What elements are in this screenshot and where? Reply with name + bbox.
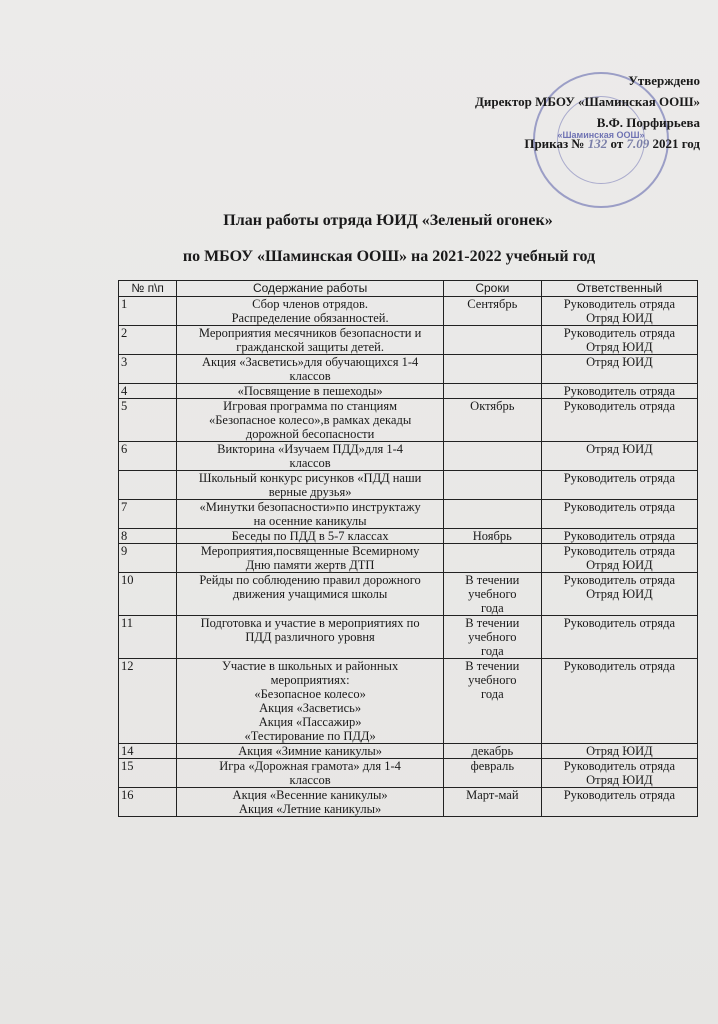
row-responsible [541, 544, 697, 573]
order-prefix: Приказ № [524, 136, 585, 151]
row-content-line: Подготовка и участие в мероприятиях по [200, 616, 420, 630]
row-term [443, 297, 541, 326]
row-content [177, 500, 444, 529]
row-responsible [541, 399, 697, 442]
header-content: Содержание работы [177, 281, 444, 297]
row-term-line: учебного [468, 673, 517, 687]
row-responsible [541, 500, 697, 529]
table-row [119, 297, 698, 326]
table-row [119, 573, 698, 616]
row-responsible [541, 326, 697, 355]
row-responsible [541, 573, 697, 616]
row-term [443, 355, 541, 384]
row-content [177, 788, 444, 817]
row-content [177, 355, 444, 384]
row-number: 8 [119, 529, 177, 544]
row-content-line: Игра «Дорожная грамота» для 1-4 [219, 759, 401, 773]
row-content-line: «Посвящение в пешеходы» [237, 384, 383, 398]
row-number [119, 471, 177, 500]
approval-block [475, 70, 700, 154]
row-number: 11 [119, 616, 177, 659]
row-content-line: верные друзья» [268, 485, 352, 499]
row-term-line: года [481, 687, 504, 701]
row-content-line: классов [289, 456, 331, 470]
row-term [443, 544, 541, 573]
row-responsible [541, 788, 697, 817]
header-term: Сроки [443, 281, 541, 297]
table-row [119, 471, 698, 500]
row-responsible [541, 384, 697, 399]
row-responsible-line: Руководитель отряда [563, 659, 676, 673]
table-row [119, 355, 698, 384]
row-responsible-line: Руководитель отряда [563, 297, 676, 311]
row-term [443, 788, 541, 817]
row-number: 14 [119, 744, 177, 759]
row-responsible-line: Руководитель отряда [563, 326, 676, 340]
row-content-line: Мероприятия месячников безопасности и [198, 326, 422, 340]
order-number: 132 [587, 136, 608, 151]
row-responsible-line: Отряд ЮИД [586, 558, 653, 572]
row-responsible-line: Отряд ЮИД [586, 311, 653, 325]
row-content-line: Дню памяти жертв ДТП [245, 558, 375, 572]
table-row [119, 616, 698, 659]
row-content [177, 384, 444, 399]
row-term-line: В течении [465, 573, 520, 587]
row-content-line: Участие в школьных и районных [221, 659, 399, 673]
row-content-line: мероприятиях: [270, 673, 350, 687]
stamp-text: «Шаминская ООШ» [557, 130, 645, 140]
table-row [119, 399, 698, 442]
row-content-line: «Безопасное колесо» [254, 687, 366, 701]
table-row [119, 544, 698, 573]
row-number: 7 [119, 500, 177, 529]
row-responsible-line: Отряд ЮИД [586, 744, 653, 758]
row-number: 5 [119, 399, 177, 442]
row-content-line: движения учащимися школы [232, 587, 388, 601]
row-number: 3 [119, 355, 177, 384]
row-number: 12 [119, 659, 177, 744]
row-responsible [541, 297, 697, 326]
row-content-line: «Минутки безопасности»по инструктажу [199, 500, 421, 514]
row-responsible-line: Руководитель отряда [563, 471, 676, 485]
row-number: 1 [119, 297, 177, 326]
row-responsible-line: Отряд ЮИД [586, 340, 653, 354]
row-responsible [541, 355, 697, 384]
row-term-line: В течении [465, 659, 520, 673]
approval-order [475, 133, 700, 154]
approval-director: Директор МБОУ «Шаминская ООШ» [474, 94, 700, 109]
row-term-line: учебного [468, 587, 517, 601]
row-number: 10 [119, 573, 177, 616]
row-responsible [541, 744, 697, 759]
row-term [443, 399, 541, 442]
row-content-line: Распределение обязанностей. [231, 311, 389, 325]
row-number: 2 [119, 326, 177, 355]
row-responsible-line: Отряд ЮИД [586, 442, 653, 456]
row-content [177, 399, 444, 442]
row-content-line: дорожной беcопасности [245, 427, 375, 441]
row-content-line: Акция «Весенние каникулы» [232, 788, 388, 802]
header-number: № п\п [119, 281, 177, 297]
row-content-line: Акция «Зимние каникулы» [238, 744, 382, 758]
row-responsible-line: Руководитель отряда [563, 544, 676, 558]
row-responsible-line: Руководитель отряда [563, 573, 676, 587]
row-content-line: классов [289, 369, 331, 383]
approval-name: В.Ф. Порфирьева [596, 115, 700, 130]
row-term-line: Ноябрь [472, 529, 512, 543]
row-responsible-line: Руководитель отряда [563, 759, 676, 773]
order-from: от [610, 136, 624, 151]
row-term-line: Март-май [466, 788, 519, 802]
table-row [119, 659, 698, 744]
row-responsible-line: Руководитель отряда [563, 500, 676, 514]
row-responsible-line: Руководитель отряда [563, 384, 676, 398]
row-content [177, 744, 444, 759]
row-number: 6 [119, 442, 177, 471]
row-content-line: «Безопасное колесо»,в рамках декады [208, 413, 412, 427]
row-responsible [541, 529, 697, 544]
order-suffix: год [681, 136, 700, 151]
row-content-line: Акция «Засветись»для обучающихся 1-4 [201, 355, 419, 369]
row-content-line: Акция «Летние каникулы» [238, 802, 382, 816]
table-row [119, 744, 698, 759]
row-term-line: учебного [468, 630, 517, 644]
row-term-line: декабрь [471, 744, 514, 758]
row-number: 9 [119, 544, 177, 573]
table-row [119, 442, 698, 471]
row-term-line: В течении [465, 616, 520, 630]
row-responsible [541, 659, 697, 744]
row-content-line: Игровая программа по станциям [223, 399, 398, 413]
row-number: 15 [119, 759, 177, 788]
work-plan-table [118, 280, 698, 817]
row-term [443, 744, 541, 759]
row-content [177, 659, 444, 744]
row-responsible [541, 616, 697, 659]
document-subtitle: по МБОУ «Шаминская ООШ» на 2021-2022 учебный год [182, 248, 596, 265]
row-term [443, 573, 541, 616]
table-row [119, 529, 698, 544]
row-content-line: Акция «Пассажир» [258, 715, 362, 729]
row-term [443, 500, 541, 529]
row-term [443, 529, 541, 544]
row-content [177, 326, 444, 355]
row-responsible [541, 759, 697, 788]
row-responsible-line: Руководитель отряда [563, 529, 676, 543]
row-content-line: гражданской защиты детей. [236, 340, 384, 354]
table-row [119, 788, 698, 817]
table-row [119, 384, 698, 399]
row-term [443, 384, 541, 399]
row-responsible-line: Руководитель отряда [563, 788, 676, 802]
row-term-line: Сентябрь [467, 297, 518, 311]
row-term-line: Октябрь [470, 399, 515, 413]
row-responsible-line: Руководитель отряда [563, 616, 676, 630]
row-content [177, 442, 444, 471]
row-responsible-line: Отряд ЮИД [586, 587, 653, 601]
document-title: План работы отряда ЮИД «Зеленый огонек» [223, 212, 553, 229]
row-term [443, 659, 541, 744]
row-number: 4 [119, 384, 177, 399]
row-term-line: года [481, 644, 504, 658]
row-content [177, 297, 444, 326]
row-content-line: Школьный конкурс рисунков «ПДД наши [198, 471, 422, 485]
row-responsible [541, 442, 697, 471]
approval-label: Утверждено [628, 73, 700, 88]
row-content [177, 471, 444, 500]
row-responsible-line: Руководитель отряда [563, 399, 676, 413]
row-responsible-line: Отряд ЮИД [586, 773, 653, 787]
row-term [443, 759, 541, 788]
row-content [177, 529, 444, 544]
table-body [119, 297, 698, 817]
row-content [177, 573, 444, 616]
table-row [119, 759, 698, 788]
row-content-line: Рейды по соблюдению правил дорожного [199, 573, 421, 587]
row-content-line: на осенние каникулы [253, 514, 367, 528]
row-content-line: Викторина «Изучаем ПДД»для 1-4 [217, 442, 404, 456]
row-content [177, 759, 444, 788]
table-row [119, 326, 698, 355]
row-term-line: года [481, 601, 504, 615]
row-content-line: классов [289, 773, 331, 787]
table-row [119, 500, 698, 529]
row-content-line: «Тестирование по ПДД» [244, 729, 376, 743]
order-year: 2021 [652, 136, 679, 151]
row-term-line: февраль [470, 759, 515, 773]
header-responsible: Ответственный [541, 281, 697, 297]
row-term [443, 616, 541, 659]
row-number: 16 [119, 788, 177, 817]
row-term [443, 326, 541, 355]
row-term [443, 471, 541, 500]
row-content-line: Беседы по ПДД в 5-7 классах [231, 529, 389, 543]
table-header-row [119, 281, 698, 297]
row-content [177, 616, 444, 659]
row-term [443, 442, 541, 471]
row-responsible-line: Отряд ЮИД [586, 355, 653, 369]
row-content-line: Акция «Засветись» [259, 701, 362, 715]
row-content-line: Сбор членов отрядов. [252, 297, 369, 311]
row-content-line: ПДД различного уровня [245, 630, 375, 644]
row-content [177, 544, 444, 573]
row-content-line: Мероприятия,посвященные Всемирному [200, 544, 420, 558]
order-date: 7.09 [626, 136, 650, 151]
row-responsible [541, 471, 697, 500]
